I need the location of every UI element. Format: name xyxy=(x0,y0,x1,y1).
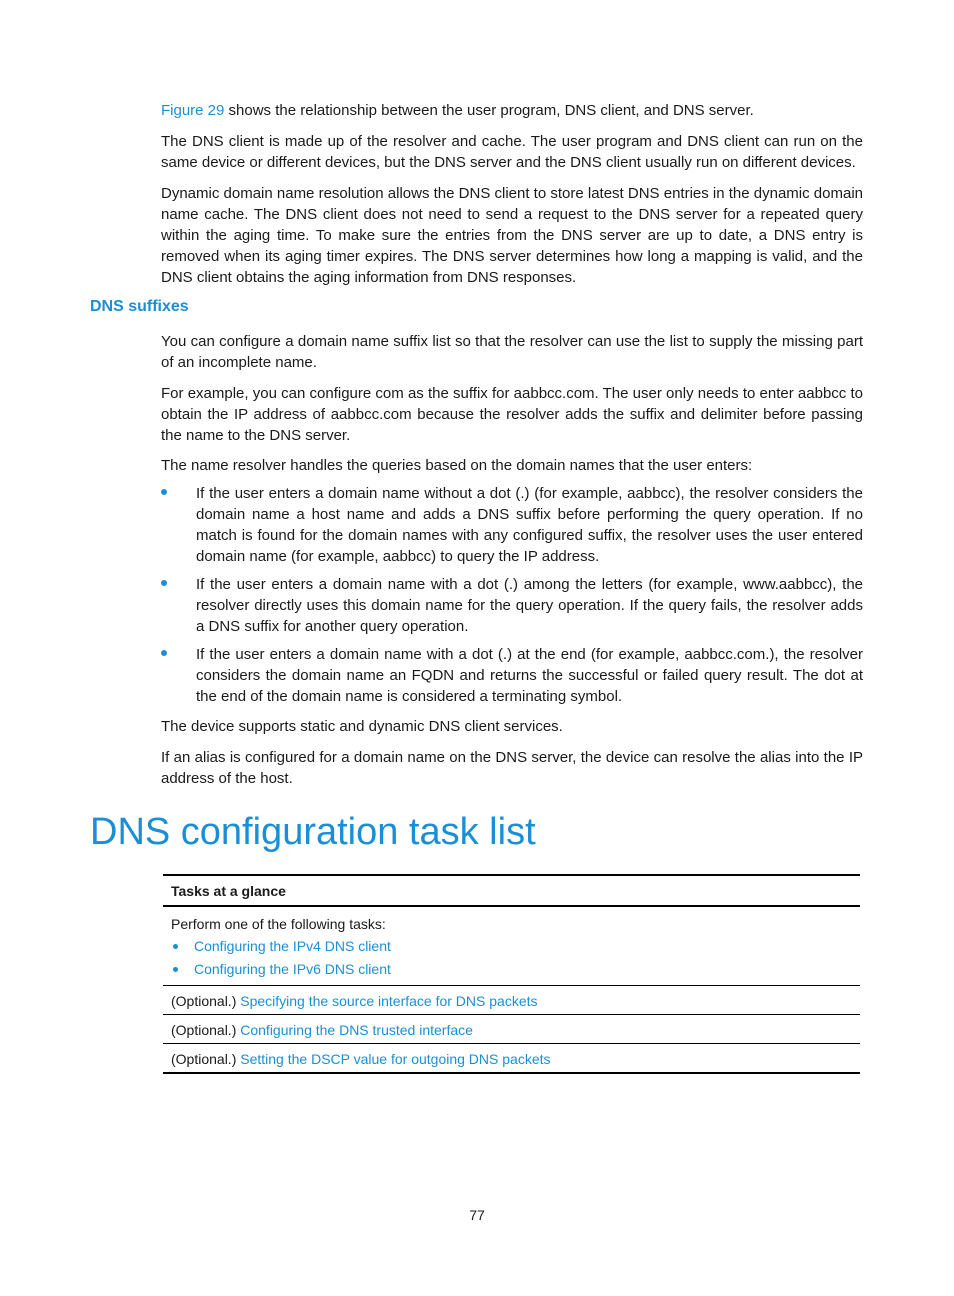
bullet-icon xyxy=(161,650,167,656)
suffix-paragraph-5: If an alias is configured for a domain name on the DNS server, the device can resolve the alias into the IP address of the host. xyxy=(161,749,863,787)
bullet-icon xyxy=(173,967,178,972)
list-item: If the user enters a domain name without a dot (.) (for example, aabbcc), the resolver considers the domain name a host name and adds a DNS suffix before performing the query operation. If no match is found for the domain names with any configured suffix, the resolver uses the user entered domain name (for example, aabbcc) to query the IP address. xyxy=(161,483,863,567)
suffix-paragraph-3: The name resolver handles the queries based on the domain names that the user enters: xyxy=(161,457,753,474)
bullet-icon xyxy=(161,580,167,586)
task-table xyxy=(163,874,860,1074)
intro-paragraph-2: The DNS client is made up of the resolver and cache. The user program and DNS client can run on the same device or different devices, but the DNS server and the DNS client usually run on different devices. xyxy=(161,133,863,171)
figure-29-link[interactable]: Figure 29 xyxy=(161,102,225,119)
dscp-value-link[interactable]: Setting the DSCP value for outgoing DNS packets xyxy=(240,1051,551,1067)
intro-paragraph-1: Figure 29 shows the relationship between the user program, DNS client, and DNS server. xyxy=(161,102,754,119)
page-number: 77 xyxy=(469,1207,485,1223)
list-item: If the user enters a domain name with a dot (.) at the end (for example, aabbcc.com.), the resolver considers the domain name an FQDN and returns the successful or failed query result. The dot at the end of the domain name is considered a terminating symbol. xyxy=(161,644,863,707)
resolver-rules-list xyxy=(161,483,863,714)
bullet-icon xyxy=(173,944,178,949)
trusted-interface-link[interactable]: Configuring the DNS trusted interface xyxy=(240,1022,473,1038)
list-item xyxy=(171,935,860,958)
table-row xyxy=(163,907,860,986)
dns-suffixes-heading: DNS suffixes xyxy=(90,298,189,315)
suffix-paragraph-2: For example, you can configure com as the suffix for aabbcc.com. The user only needs to enter aabbcc to obtain the IP address of aabbcc.com because the resolver adds the suffix and delimiter before passing the name to the DNS server. xyxy=(161,385,863,444)
table-header: Tasks at a glance xyxy=(163,876,860,907)
intro-paragraph-3: Dynamic domain name resolution allows the DNS client to store latest DNS entries in the dynamic domain name cache. The DNS client does not need to send a request to the DNS server for a repeated query within the aging time. To make sure the entries from the DNS server are up to date, a DNS entry is removed when its aging timer expires. The DNS server determines how long a mapping is valid, and the DNS client obtains the aging information from DNS responses. xyxy=(161,185,863,286)
list-item xyxy=(171,958,860,981)
table-row: (Optional.) Configuring the DNS trusted interface xyxy=(163,1015,860,1044)
source-interface-link[interactable]: Specifying the source interface for DNS packets xyxy=(240,993,538,1009)
ipv6-client-link[interactable]: Configuring the IPv6 DNS client xyxy=(194,961,391,977)
bullet-icon xyxy=(161,489,167,495)
ipv4-client-link[interactable]: Configuring the IPv4 DNS client xyxy=(194,938,391,954)
suffix-paragraph-4: The device supports static and dynamic DNS client services. xyxy=(161,718,563,735)
suffix-paragraph-1: You can configure a domain name suffix list so that the resolver can use the list to supply the missing part of an incomplete name. xyxy=(161,333,863,371)
table-row: (Optional.) Specifying the source interface for DNS packets xyxy=(163,986,860,1015)
row-intro-text: Perform one of the following tasks: xyxy=(171,916,386,932)
task-list-heading: DNS configuration task list xyxy=(90,811,536,853)
list-item: If the user enters a domain name with a dot (.) among the letters (for example, www.aabbcc), the resolver directly uses this domain name for the query operation. If the query fails, the resolver adds a DNS suffix for another query operation. xyxy=(161,574,863,637)
table-row: (Optional.) Setting the DSCP value for outgoing DNS packets xyxy=(171,1051,551,1067)
